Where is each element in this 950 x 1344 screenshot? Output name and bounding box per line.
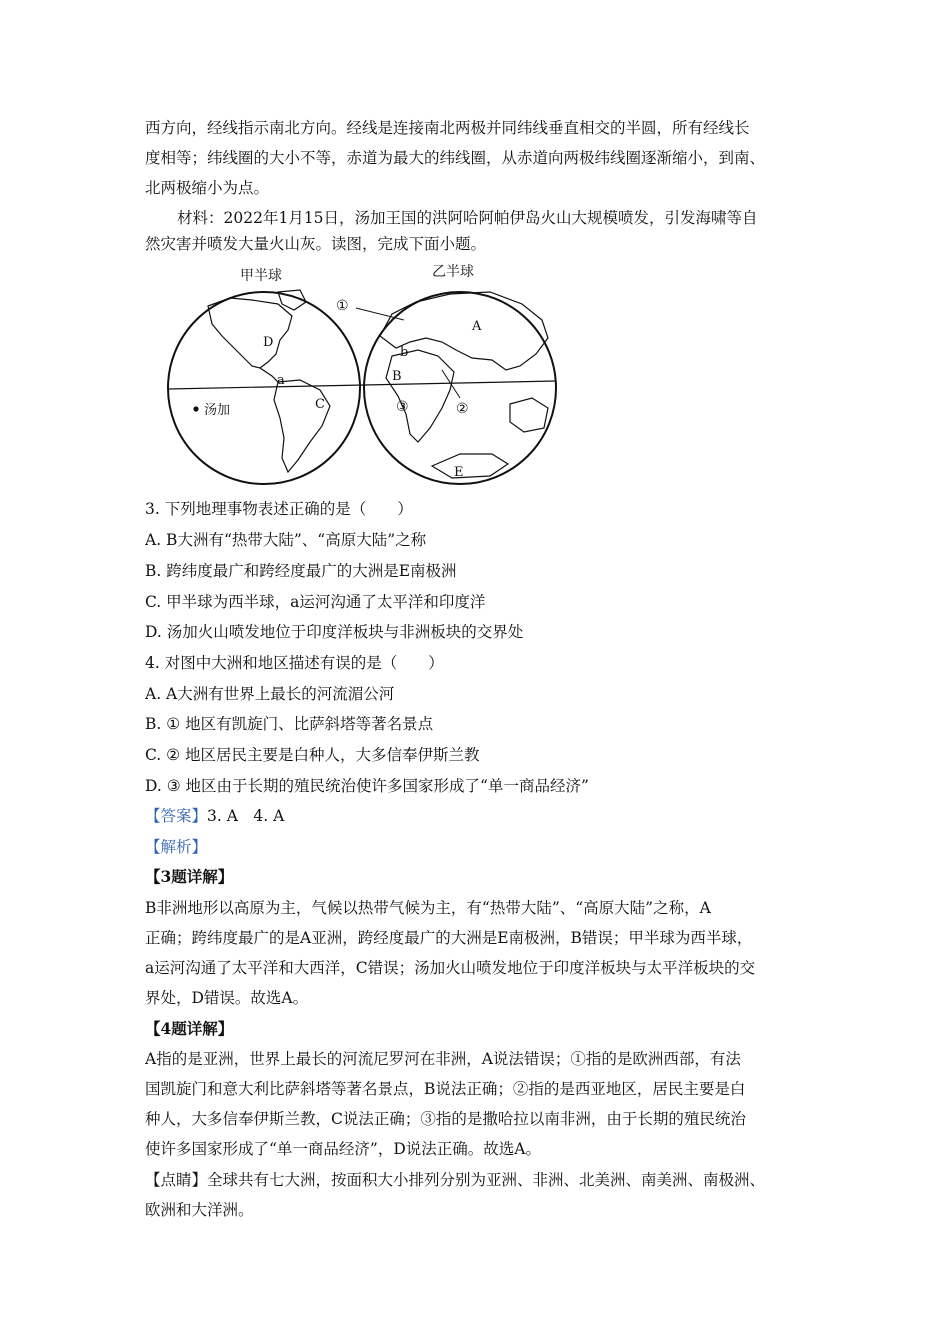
label-A: A [472,319,482,334]
q3-stem: 3. 下列地理事物表述正确的是（ ） [145,500,413,518]
label-circle-3: ③ [396,399,409,415]
hemisphere-map [160,258,560,490]
q3-option-a: A. B大洲有“热带大陆”、“高原大陆”之称 [145,531,427,549]
detail3-line-3: a运河沟通了太平洋和大西洋，C错误；汤加火山喷发地位于印度洋板块与太平洋板块的交 [145,959,756,977]
answer-tag: 【答案】 [145,807,208,825]
australia-shape [510,398,548,432]
detail3-line-2: 正确；跨纬度最广的是A亚洲，跨经度最广的大洲是E南极洲，B错误；甲半球为西半球， [145,929,753,947]
q4-option-c: C. ② 地区居民主要是白种人，大多信奉伊斯兰教 [145,746,480,764]
label-a: a [277,373,285,388]
detail3-tag: 【3题详解】 [145,867,234,886]
north-america-shape [208,298,292,368]
intro-line-2: 度相等；纬线圈的大小不等，赤道为最大的纬线圈，从赤道向两极纬线圈逐渐缩小，到南、 [145,149,766,167]
pointer-2 [442,370,460,398]
central-america-shape [260,368,278,382]
q4-option-d: D. ③ 地区由于长期的殖民统治使许多国家形成了“单一商品经济” [145,777,589,795]
label-B: B [392,369,402,384]
material-line-1: 材料：2022年1月15日，汤加王国的洪阿哈阿帕伊岛火山大规模喷发，引发海啸等自 [177,209,758,227]
tip-line-2: 欧洲和大洋洲。 [145,1201,254,1219]
africa-shape [386,350,454,442]
label-b: b [400,345,409,360]
antarctica-shape [432,454,508,478]
detail3-line-1: B非洲地形以高原为主，气候以热带气候为主，有“热带大陆”、“高原大陆”之称，A [145,899,711,917]
detail4-line-1: A指的是亚洲，世界上最长的河流尼罗河在非洲，A说法错误；①指的是欧洲西部，有法 [145,1050,741,1068]
detail4-tag: 【4题详解】 [145,1019,234,1038]
intro-line-1: 西方向，经线指示南北方向。经线是连接南北两极并同纬线垂直相交的半圆，所有经线长 [145,119,750,137]
label-C: C [315,397,325,412]
west-hemisphere-title: 甲半球 [240,268,282,284]
label-E: E [454,465,464,480]
tip-line-1: 【点睛】全球共有七大洲，按面积大小排列分别为亚洲、非洲、北美洲、南美洲、南极洲、 [145,1171,766,1189]
detail4-line-4: 使许多国家形成了“单一商品经济”，D说法正确。故选A。 [145,1140,541,1158]
tonga-dot [193,406,198,411]
answer-text: 3. A 4. A [207,807,285,825]
label-circle-2: ② [456,401,469,417]
q3-option-d: D. 汤加火山喷发地位于印度洋板块与非洲板块的交界处 [145,623,524,641]
label-circle-1: ① [336,298,349,314]
south-america-shape [274,380,330,472]
q4-stem: 4. 对图中大洲和地区描述有误的是（ ） [145,654,444,672]
q4-option-b: B. ① 地区有凯旋门、比萨斜塔等著名景点 [145,715,434,733]
label-D: D [263,335,274,350]
q3-option-b: B. 跨纬度最广和跨经度最广的大洲是E南极洲 [145,562,457,580]
q4-option-a: A. A大洲有世界上最长的河流湄公河 [145,685,395,703]
answer-line [145,806,815,826]
material-line-2: 然灾害并喷发大量火山灰。读图，完成下面小题。 [145,235,487,253]
detail3-line-4: 界处，D错误。故选A。 [145,989,309,1007]
analysis-tag: 【解析】 [145,838,208,856]
equator-line [168,381,556,389]
east-hemisphere-title: 乙半球 [432,264,474,280]
detail4-line-2: 国凯旋门和意大利比萨斜塔等著名景点，B说法正确；②指的是西亚地区，居民主要是白 [145,1080,746,1098]
q3-option-c: C. 甲半球为西半球，a运河沟通了太平洋和印度洋 [145,593,486,611]
detail4-line-3: 种人，大多信奉伊斯兰教，C说法正确；③指的是撒哈拉以南非洲，由于长期的殖民统治 [145,1110,746,1128]
label-tonga: 汤加 [204,403,231,418]
intro-line-3: 北两极缩小为点。 [145,179,270,197]
pointer-1 [356,308,404,320]
